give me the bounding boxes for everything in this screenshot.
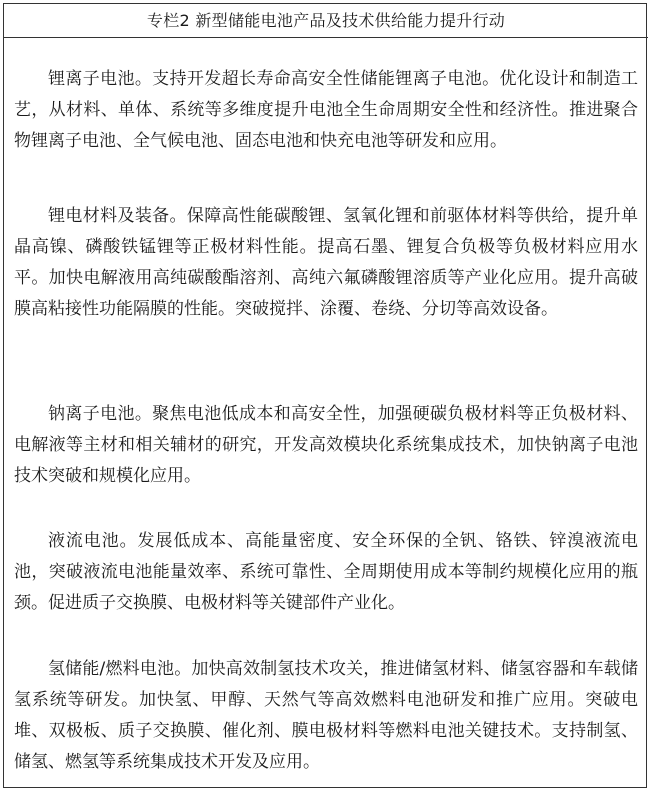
column-title: 专栏2 新型储能电池产品及技术供给能力提升行动 <box>4 4 648 38</box>
paragraph-lithium-ion-battery: 锂离子电池。支持开发超长寿命高安全性储能锂离子电池。优化设计和制造工艺，从材料、单体、系统等多维度提升电池全生命周期安全性和经济性。推进聚合物锂离子电池、全气候电池、固态电池和快充电池等研发和应用。 <box>14 69 638 151</box>
paragraph-sodium-ion-battery: 钠离子电池。聚焦电池低成本和高安全性，加强硬碳负极材料等正负极材料、电解液等主材和相关辅材的研究，开发高效模块化系统集成技术，加快钠离子电池技术突破和规模化应用。 <box>14 404 638 486</box>
paragraph-hydrogen-fuel-cell: 氢储能/燃料电池。加快高效制氢技术攻关，推进储氢材料、储氢容器和车载储氢系统等研发。加快氢、甲醇、天然气等高效燃料电池研发和推广应用。突破电堆、双极板、质子交换膜、催化剂、膜电极材料等燃料电池关键技术。支持制氢、储氢、燃氢等系统集成技术开发及应用。 <box>14 659 638 772</box>
paragraph-flow-battery: 液流电池。发展低成本、高能量密度、安全环保的全钒、铬铁、锌溴液流电池，突破液流电池能量效率、系统可靠性、全周期使用成本等制约规模化应用的瓶颈。促进质子交换膜、电极材料等关键部件产业化。 <box>14 531 638 613</box>
paragraph-lithium-materials-equipment: 锂电材料及装备。保障高性能碳酸锂、氢氧化锂和前驱体材料等供给，提升单晶高镍、磷酸铁锰锂等正极材料性能。提高石墨、锂复合负极等负极材料应用水平。加快电解液用高纯碳酸酯溶剂、高纯六氟磷酸锂溶质等产业化应用。提升高破膜高粘接性功能隔膜的性能。突破搅拌、涂覆、卷绕、分切等高效设备。 <box>14 206 638 319</box>
column-box <box>3 3 647 788</box>
